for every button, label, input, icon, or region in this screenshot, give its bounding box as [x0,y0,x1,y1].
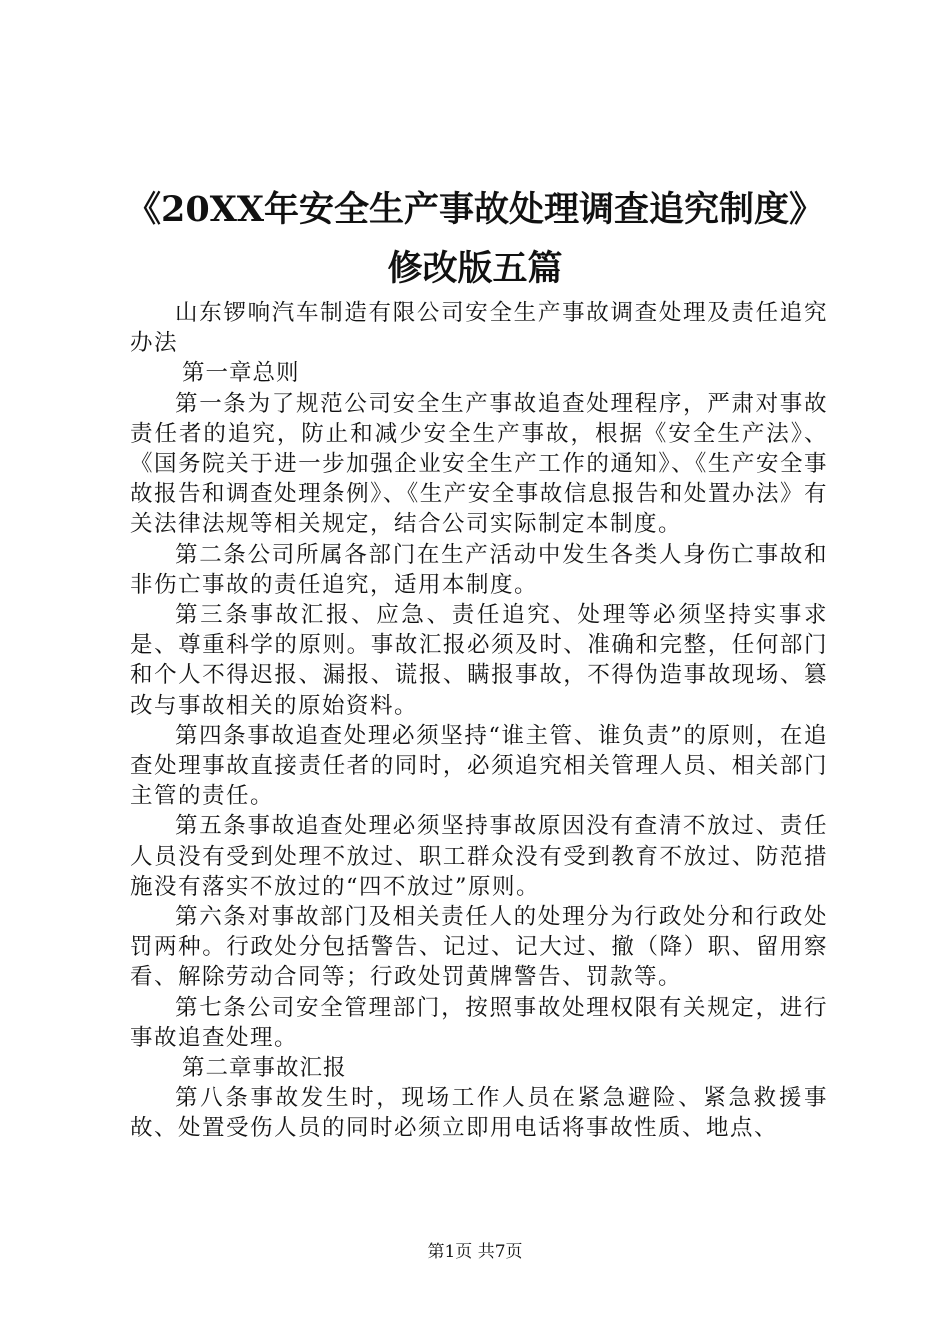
article-3: 第三条事故汇报、应急、责任追究、处理等必须坚持实事求是、尊重科学的原则。事故汇报必须及时、准确和完整，任何部门和个人不得迟报、漏报、谎报、瞒报事故，不得伪造事故现场、篡改与事故相关的原始资料。 [130,602,828,719]
document-body [130,298,828,1144]
article-5: 第五条事故追查处理必须坚持事故原因没有查清不放过、责任人员没有受到处理不放过、职工群众没有受到教育不放过、防范措施没有落实不放过的“四不放过”原则。 [130,813,828,900]
article-7: 第七条公司安全管理部门，按照事故处理权限有关规定，进行事故追查处理。 [130,994,828,1051]
article-1: 第一条为了规范公司安全生产事故追查处理程序，严肃对事故责任者的追究，防止和减少安全生产事故，根据《安全生产法》、《国务院关于进一步加强企业安全生产工作的通知》、《生产安全事故报告和调查处理条例》、《生产安全事故信息报告和处置办法》有关法律法规等相关规定，结合公司实际制定本制度。 [130,390,828,538]
article-8: 第八条事故发生时，现场工作人员在紧急避险、紧急救援事故、处置受伤人员的同时必须立即用电话将事故性质、地点、 [130,1085,828,1142]
document-title-line2: 修改版五篇 [387,248,563,289]
chapter-heading-1: 第一章总则 [182,360,300,387]
intro-paragraph: 山东锣响汽车制造有限公司安全生产事故调查处理及责任追究办法 [130,300,828,357]
article-4: 第四条事故追查处理必须坚持“谁主管、谁负责”的原则，在追查处理事故直接责任者的同时，必须追究相关管理人员、相关部门主管的责任。 [130,722,828,810]
page-footer: 第1页 共7页 [427,1242,523,1262]
article-2: 第二条公司所属各部门在生产活动中发生各类人身伤亡事故和非伤亡事故的责任追究，适用本制度。 [130,541,828,598]
article-6: 第六条对事故部门及相关责任人的处理分为行政处分和行政处罚两种。行政处分包括警告、记过、记大过、撤（降）职、留用察看、解除劳动合同等；行政处罚黄牌警告、罚款等。 [130,904,828,991]
chapter-heading-2: 第二章事故汇报 [182,1055,347,1082]
document-title-line1: 《20XX年安全生产事故处理调查追究制度》 [125,189,825,230]
